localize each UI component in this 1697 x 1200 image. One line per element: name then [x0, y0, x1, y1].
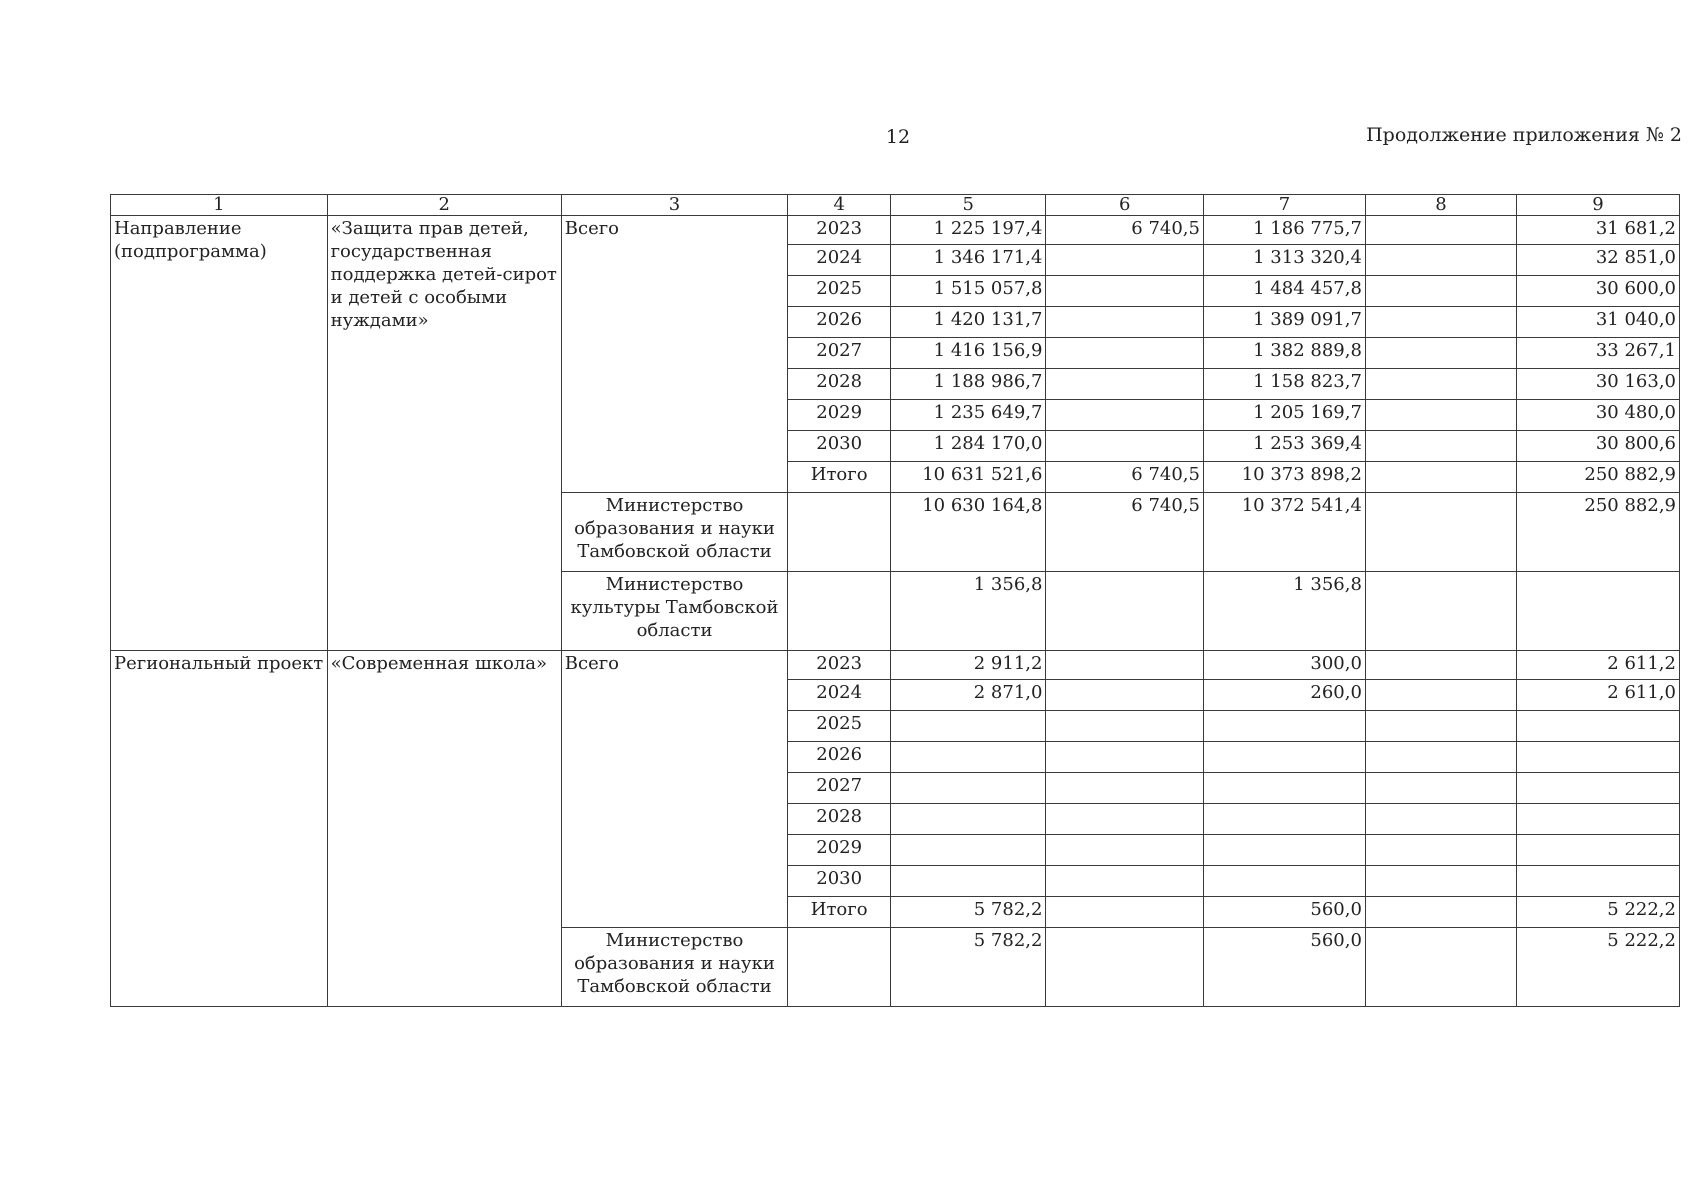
value-cell [1204, 804, 1366, 835]
value-cell [1204, 711, 1366, 742]
year-cell: 2027 [788, 338, 891, 369]
continuation-note: Продолжение приложения № 2 [1366, 124, 1682, 146]
value-cell: 30 600,0 [1516, 276, 1679, 307]
ministry-name: Министерство образования и науки Тамбовской области [561, 493, 787, 572]
value-cell: 2 911,2 [891, 651, 1046, 680]
value-cell: 1 253 369,4 [1204, 431, 1366, 462]
year-cell: 2028 [788, 369, 891, 400]
ministry-year-cell [788, 928, 891, 1007]
value-cell: 300,0 [1204, 651, 1366, 680]
value-cell: 560,0 [1204, 928, 1366, 1007]
value-cell: 30 480,0 [1516, 400, 1679, 431]
value-cell: 1 188 986,7 [891, 369, 1046, 400]
value-cell: 1 225 197,4 [891, 216, 1046, 245]
value-cell: 33 267,1 [1516, 338, 1679, 369]
total-label: Всего [561, 216, 787, 493]
value-cell [1046, 804, 1204, 835]
value-cell: 2 611,0 [1516, 680, 1679, 711]
value-cell [1516, 711, 1679, 742]
value-cell: 31 040,0 [1516, 307, 1679, 338]
page-number: 12 [885, 126, 911, 148]
value-cell: 1 416 156,9 [891, 338, 1046, 369]
year-cell: 2026 [788, 742, 891, 773]
value-cell: 1 205 169,7 [1204, 400, 1366, 431]
header-cell: 6 [1046, 195, 1204, 216]
value-cell [891, 711, 1046, 742]
value-cell [1365, 431, 1516, 462]
year-row [111, 651, 1680, 680]
value-cell: 31 681,2 [1516, 216, 1679, 245]
value-cell: 5 222,2 [1516, 897, 1679, 928]
header-cell: 2 [327, 195, 561, 216]
value-cell [1204, 742, 1366, 773]
value-cell: 1 356,8 [1204, 572, 1366, 651]
value-cell [1046, 245, 1204, 276]
value-cell [1046, 651, 1204, 680]
value-cell: 1 186 775,7 [1204, 216, 1366, 245]
value-cell: 1 389 091,7 [1204, 307, 1366, 338]
value-cell: 1 356,8 [891, 572, 1046, 651]
value-cell [1516, 866, 1679, 897]
year-cell: 2024 [788, 680, 891, 711]
year-cell: 2023 [788, 216, 891, 245]
value-cell [1046, 711, 1204, 742]
value-cell [1365, 680, 1516, 711]
value-cell: 1 313 320,4 [1204, 245, 1366, 276]
year-cell: 2024 [788, 245, 891, 276]
value-cell: 1 515 057,8 [891, 276, 1046, 307]
value-cell [1204, 866, 1366, 897]
value-cell: 250 882,9 [1516, 462, 1679, 493]
value-cell [1046, 897, 1204, 928]
year-cell: 2025 [788, 276, 891, 307]
year-cell: 2028 [788, 804, 891, 835]
ministry-name: Министерство образования и науки Тамбовской области [561, 928, 787, 1007]
value-cell [1046, 773, 1204, 804]
value-cell [1046, 400, 1204, 431]
program-type: Региональный проект [111, 651, 328, 1007]
value-cell [1365, 866, 1516, 897]
value-cell [1204, 773, 1366, 804]
year-cell: Итого [788, 897, 891, 928]
header-cell: 7 [1204, 195, 1366, 216]
program-name: «Современная школа» [327, 651, 561, 1007]
value-cell [1365, 742, 1516, 773]
value-cell [1365, 216, 1516, 245]
value-cell [1046, 431, 1204, 462]
value-cell [1516, 773, 1679, 804]
value-cell [1365, 338, 1516, 369]
ministry-name: Министерство культуры Тамбовской области [561, 572, 787, 651]
value-cell: 1 382 889,8 [1204, 338, 1366, 369]
value-cell [1046, 835, 1204, 866]
value-cell [1204, 835, 1366, 866]
funding-table [110, 194, 1680, 1007]
value-cell: 30 800,6 [1516, 431, 1679, 462]
program-type: Направление (подпрограмма) [111, 216, 328, 651]
value-cell [1365, 651, 1516, 680]
value-cell [1365, 897, 1516, 928]
value-cell [891, 742, 1046, 773]
value-cell: 1 158 823,7 [1204, 369, 1366, 400]
total-label: Всего [561, 651, 787, 928]
value-cell: 32 851,0 [1516, 245, 1679, 276]
header-cell: 4 [788, 195, 891, 216]
value-cell [1365, 369, 1516, 400]
header-cell: 8 [1365, 195, 1516, 216]
year-cell: 2029 [788, 835, 891, 866]
value-cell: 1 484 457,8 [1204, 276, 1366, 307]
value-cell [1365, 835, 1516, 866]
value-cell: 10 630 164,8 [891, 493, 1046, 572]
value-cell: 30 163,0 [1516, 369, 1679, 400]
value-cell [1365, 773, 1516, 804]
value-cell [1365, 711, 1516, 742]
value-cell [891, 835, 1046, 866]
value-cell [1046, 276, 1204, 307]
header-row [111, 195, 1680, 216]
value-cell [1046, 742, 1204, 773]
header-cell: 1 [111, 195, 328, 216]
value-cell [1365, 493, 1516, 572]
value-cell: 2 871,0 [891, 680, 1046, 711]
value-cell [1365, 804, 1516, 835]
value-cell [1516, 835, 1679, 866]
value-cell [1046, 928, 1204, 1007]
value-cell [891, 866, 1046, 897]
year-cell: 2027 [788, 773, 891, 804]
year-cell: 2023 [788, 651, 891, 680]
value-cell: 10 372 541,4 [1204, 493, 1366, 572]
header-cell: 3 [561, 195, 787, 216]
value-cell: 5 782,2 [891, 897, 1046, 928]
year-cell: 2029 [788, 400, 891, 431]
value-cell: 2 611,2 [1516, 651, 1679, 680]
year-cell: 2030 [788, 866, 891, 897]
value-cell [1516, 572, 1679, 651]
value-cell [1365, 400, 1516, 431]
value-cell [1365, 572, 1516, 651]
ministry-year-cell [788, 572, 891, 651]
value-cell [1046, 338, 1204, 369]
value-cell: 1 235 649,7 [891, 400, 1046, 431]
value-cell: 560,0 [1204, 897, 1366, 928]
header-cell: 5 [891, 195, 1046, 216]
value-cell [1046, 369, 1204, 400]
value-cell: 5 782,2 [891, 928, 1046, 1007]
year-cell: 2025 [788, 711, 891, 742]
value-cell: 250 882,9 [1516, 493, 1679, 572]
header-cell: 9 [1516, 195, 1679, 216]
value-cell: 6 740,5 [1046, 493, 1204, 572]
value-cell: 10 631 521,6 [891, 462, 1046, 493]
value-cell: 1 346 171,4 [891, 245, 1046, 276]
value-cell: 1 284 170,0 [891, 431, 1046, 462]
year-cell: Итого [788, 462, 891, 493]
value-cell [1046, 680, 1204, 711]
value-cell [1365, 928, 1516, 1007]
program-name: «Защита прав детей, государственная поддержка детей-сирот и детей с особыми нуждами» [327, 216, 561, 651]
value-cell: 6 740,5 [1046, 216, 1204, 245]
year-row [111, 216, 1680, 245]
value-cell [1365, 462, 1516, 493]
value-cell [1046, 866, 1204, 897]
value-cell: 1 420 131,7 [891, 307, 1046, 338]
value-cell: 260,0 [1204, 680, 1366, 711]
year-cell: 2026 [788, 307, 891, 338]
value-cell [891, 773, 1046, 804]
value-cell [1365, 276, 1516, 307]
value-cell [1365, 245, 1516, 276]
value-cell [1516, 804, 1679, 835]
value-cell [1516, 742, 1679, 773]
value-cell [1365, 307, 1516, 338]
value-cell [1046, 307, 1204, 338]
ministry-year-cell [788, 493, 891, 572]
value-cell: 6 740,5 [1046, 462, 1204, 493]
value-cell: 5 222,2 [1516, 928, 1679, 1007]
value-cell: 10 373 898,2 [1204, 462, 1366, 493]
year-cell: 2030 [788, 431, 891, 462]
value-cell [891, 804, 1046, 835]
value-cell [1046, 572, 1204, 651]
